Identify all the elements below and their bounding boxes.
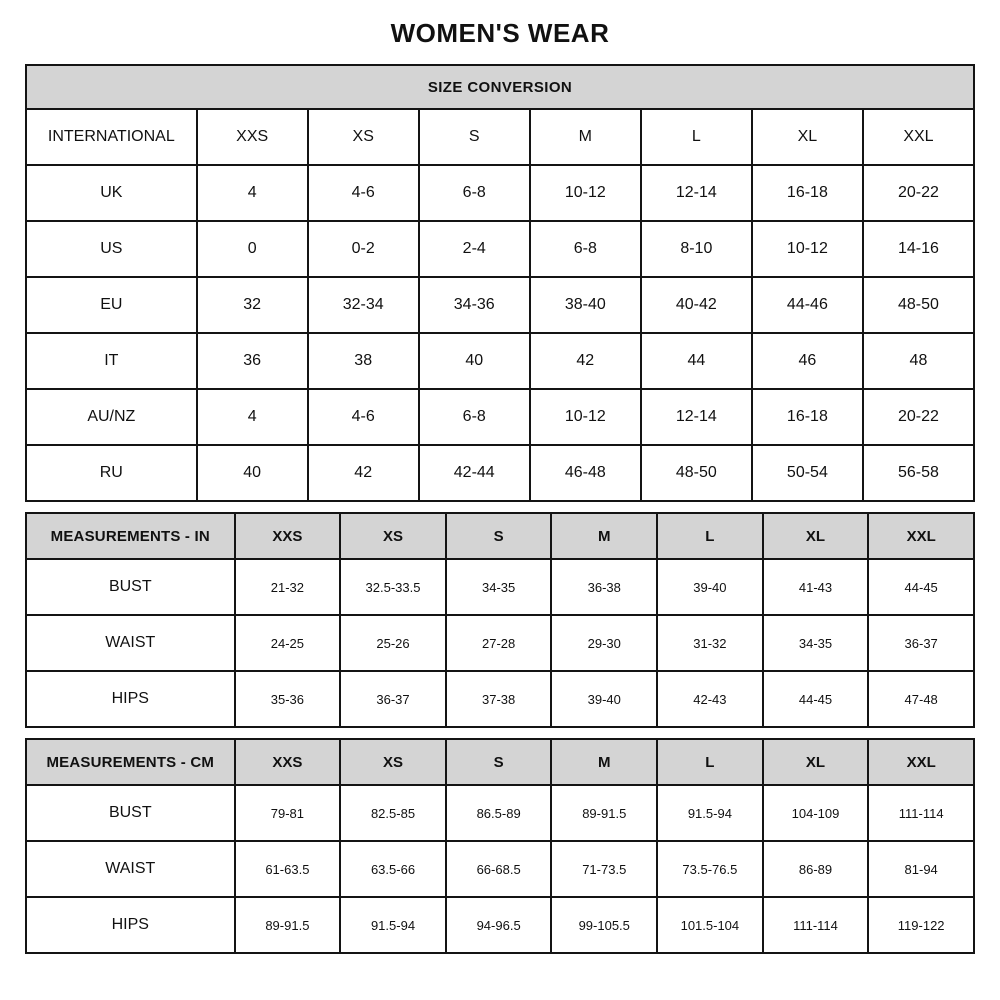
value-cell: 42: [308, 445, 419, 501]
value-cell: 12-14: [641, 165, 752, 221]
value-cell: 46: [752, 333, 863, 389]
value-cell: 10-12: [752, 221, 863, 277]
value-cell: 36: [197, 333, 308, 389]
table-row: [26, 277, 974, 333]
value-cell: XXL: [863, 109, 974, 165]
value-cell: 34-35: [446, 559, 552, 615]
value-cell: 111-114: [763, 897, 869, 953]
value-cell: 46-48: [530, 445, 641, 501]
table-row: [26, 897, 974, 953]
value-cell: 40: [419, 333, 530, 389]
value-cell: 25-26: [340, 615, 446, 671]
measurements-in-table: [25, 512, 975, 728]
value-cell: XS: [308, 109, 419, 165]
value-cell: 6-8: [419, 389, 530, 445]
value-cell: 39-40: [551, 671, 657, 727]
measurements-cm-body: [26, 785, 974, 953]
size-header: L: [657, 739, 763, 785]
size-header: S: [446, 739, 552, 785]
value-cell: 21-32: [235, 559, 341, 615]
size-header: S: [446, 513, 552, 559]
value-cell: 4-6: [308, 389, 419, 445]
value-cell: 44-45: [868, 559, 974, 615]
value-cell: 10-12: [530, 389, 641, 445]
value-cell: 79-81: [235, 785, 341, 841]
value-cell: 20-22: [863, 389, 974, 445]
table-row: [26, 445, 974, 501]
value-cell: 4-6: [308, 165, 419, 221]
row-label: BUST: [26, 785, 235, 841]
value-cell: 111-114: [868, 785, 974, 841]
value-cell: 119-122: [868, 897, 974, 953]
value-cell: 24-25: [235, 615, 341, 671]
value-cell: 27-28: [446, 615, 552, 671]
value-cell: XXS: [197, 109, 308, 165]
value-cell: 48: [863, 333, 974, 389]
table-row: [26, 109, 974, 165]
value-cell: XL: [752, 109, 863, 165]
value-cell: 50-54: [752, 445, 863, 501]
value-cell: 0-2: [308, 221, 419, 277]
value-cell: 73.5-76.5: [657, 841, 763, 897]
measurements-in-title: MEASUREMENTS - IN: [26, 513, 235, 559]
value-cell: S: [419, 109, 530, 165]
row-label: AU/NZ: [26, 389, 197, 445]
size-header: XL: [763, 739, 869, 785]
value-cell: 86-89: [763, 841, 869, 897]
value-cell: 104-109: [763, 785, 869, 841]
value-cell: 44: [641, 333, 752, 389]
value-cell: 47-48: [868, 671, 974, 727]
size-header: M: [551, 513, 657, 559]
value-cell: 36-37: [868, 615, 974, 671]
row-label: HIPS: [26, 671, 235, 727]
table-row: [26, 221, 974, 277]
size-header: XS: [340, 513, 446, 559]
value-cell: 101.5-104: [657, 897, 763, 953]
row-label: IT: [26, 333, 197, 389]
measurements-in-body: [26, 559, 974, 727]
size-header: XL: [763, 513, 869, 559]
value-cell: 31-32: [657, 615, 763, 671]
value-cell: 34-36: [419, 277, 530, 333]
row-label: HIPS: [26, 897, 235, 953]
row-label: WAIST: [26, 615, 235, 671]
value-cell: 40: [197, 445, 308, 501]
value-cell: 44-46: [752, 277, 863, 333]
table-row: [26, 389, 974, 445]
value-cell: 4: [197, 389, 308, 445]
row-label: RU: [26, 445, 197, 501]
value-cell: 48-50: [641, 445, 752, 501]
value-cell: 32.5-33.5: [340, 559, 446, 615]
table-row: [26, 671, 974, 727]
size-header: XXL: [868, 513, 974, 559]
value-cell: 32-34: [308, 277, 419, 333]
value-cell: 6-8: [530, 221, 641, 277]
value-cell: M: [530, 109, 641, 165]
size-conversion-body: [26, 109, 974, 501]
row-label: US: [26, 221, 197, 277]
value-cell: 14-16: [863, 221, 974, 277]
table-row: [26, 785, 974, 841]
value-cell: 0: [197, 221, 308, 277]
value-cell: 4: [197, 165, 308, 221]
value-cell: 56-58: [863, 445, 974, 501]
value-cell: 16-18: [752, 389, 863, 445]
table-row: [26, 559, 974, 615]
value-cell: 86.5-89: [446, 785, 552, 841]
size-header: M: [551, 739, 657, 785]
row-label: UK: [26, 165, 197, 221]
value-cell: 48-50: [863, 277, 974, 333]
value-cell: 42-44: [419, 445, 530, 501]
value-cell: 39-40: [657, 559, 763, 615]
value-cell: 16-18: [752, 165, 863, 221]
value-cell: 40-42: [641, 277, 752, 333]
row-label: WAIST: [26, 841, 235, 897]
value-cell: 99-105.5: [551, 897, 657, 953]
value-cell: 29-30: [551, 615, 657, 671]
value-cell: 8-10: [641, 221, 752, 277]
value-cell: 61-63.5: [235, 841, 341, 897]
value-cell: 44-45: [763, 671, 869, 727]
value-cell: 36-37: [340, 671, 446, 727]
value-cell: 36-38: [551, 559, 657, 615]
value-cell: 32: [197, 277, 308, 333]
value-cell: 34-35: [763, 615, 869, 671]
value-cell: 38: [308, 333, 419, 389]
size-header: XXL: [868, 739, 974, 785]
table-row: [26, 615, 974, 671]
measurements-cm-table: [25, 738, 975, 954]
row-label: INTERNATIONAL: [26, 109, 197, 165]
value-cell: 42: [530, 333, 641, 389]
value-cell: 91.5-94: [340, 897, 446, 953]
page-title: WOMEN'S WEAR: [390, 18, 610, 48]
value-cell: 6-8: [419, 165, 530, 221]
size-conversion-table: [25, 64, 975, 502]
table-header-row: [26, 513, 974, 559]
measurements-cm-title: MEASUREMENTS - CM: [26, 739, 235, 785]
size-header: XXS: [235, 739, 341, 785]
value-cell: 66-68.5: [446, 841, 552, 897]
table-row: [26, 841, 974, 897]
value-cell: 10-12: [530, 165, 641, 221]
table-header-row: [26, 739, 974, 785]
value-cell: 38-40: [530, 277, 641, 333]
size-header: L: [657, 513, 763, 559]
value-cell: 89-91.5: [551, 785, 657, 841]
value-cell: 42-43: [657, 671, 763, 727]
table-row: [26, 333, 974, 389]
value-cell: 20-22: [863, 165, 974, 221]
value-cell: 12-14: [641, 389, 752, 445]
value-cell: 82.5-85: [340, 785, 446, 841]
value-cell: 91.5-94: [657, 785, 763, 841]
value-cell: 41-43: [763, 559, 869, 615]
value-cell: 63.5-66: [340, 841, 446, 897]
row-label: BUST: [26, 559, 235, 615]
value-cell: 94-96.5: [446, 897, 552, 953]
value-cell: 35-36: [235, 671, 341, 727]
value-cell: 89-91.5: [235, 897, 341, 953]
value-cell: 81-94: [868, 841, 974, 897]
table-row: [26, 165, 974, 221]
table-banner-row: [26, 65, 974, 109]
value-cell: L: [641, 109, 752, 165]
size-header: XXS: [235, 513, 341, 559]
value-cell: 2-4: [419, 221, 530, 277]
row-label: EU: [26, 277, 197, 333]
size-conversion-banner: SIZE CONVERSION: [26, 65, 974, 109]
value-cell: 71-73.5: [551, 841, 657, 897]
value-cell: 37-38: [446, 671, 552, 727]
size-header: XS: [340, 739, 446, 785]
